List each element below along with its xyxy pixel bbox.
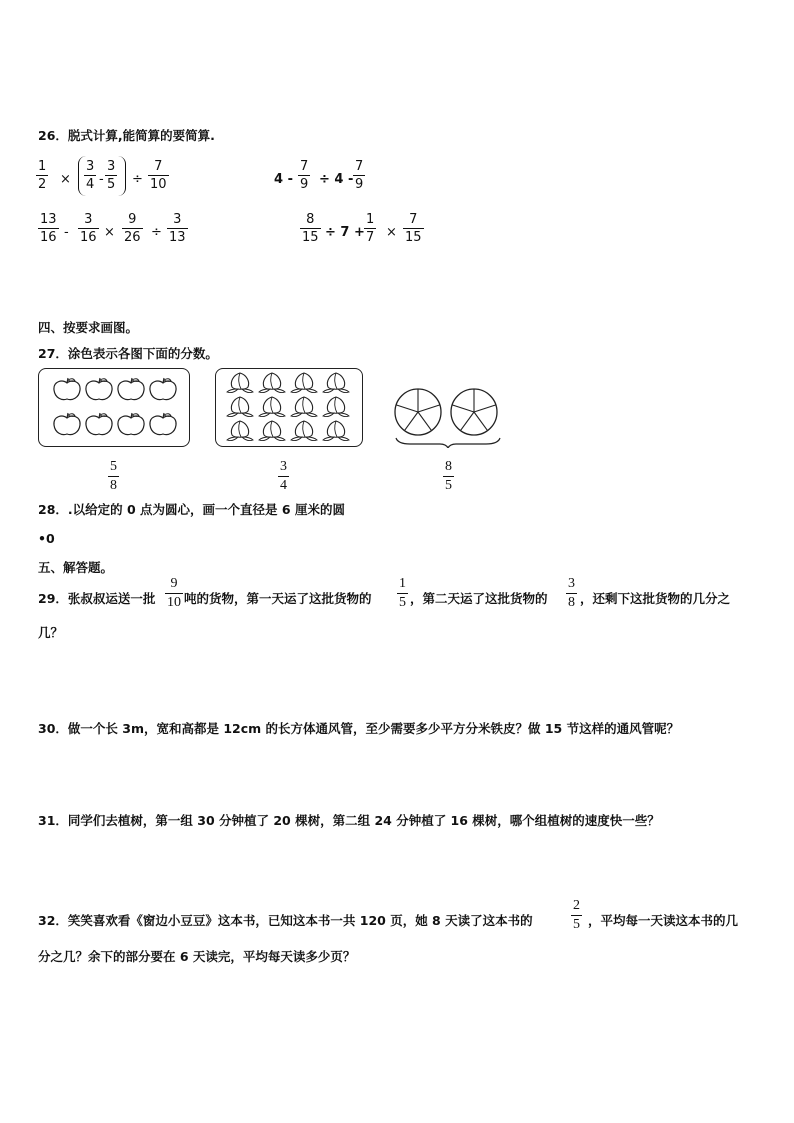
peach-icon: [291, 397, 317, 417]
peach-icon: [259, 373, 285, 393]
peach-icon: [323, 421, 349, 441]
apple-icon: [150, 378, 176, 400]
peach-grid: [216, 369, 362, 446]
fraction: $\frac{7}{10}$: [150, 159, 167, 192]
fig2-fraction: $\frac{3}{4}$: [280, 459, 287, 493]
q30: 30．做一个长 3m，宽和高都是 12cm 的长方体通风管，至少需要多少平方分米铁皮？做 15 节这样的通风管呢？: [38, 721, 680, 736]
fraction: $\frac{1}{5}$: [399, 576, 406, 610]
fraction: $\frac{3}{5}$: [107, 159, 116, 192]
apple-icon: [86, 413, 112, 435]
q28-title: 28．.以给定的 0 点为圆心，画一个直径是 6 厘米的圆: [38, 502, 345, 517]
fig3-fraction: $\frac{8}{5}$: [445, 459, 452, 493]
section-4-title: 四、按要求画图。: [38, 320, 139, 335]
q31: 31．同学们去植树，第一组 30 分钟植了 20 棵树，第二组 24 分钟植了 16 棵树，哪个组植树的速度快一些？: [38, 813, 660, 828]
fraction: $\frac{3}{13}$: [169, 212, 186, 245]
apple-icon: [54, 378, 80, 400]
section-5-title: 五、解答题。: [38, 560, 114, 575]
fraction: $\frac{3}{16}$: [80, 212, 97, 245]
peach-icon: [291, 421, 317, 441]
peach-icon: [259, 397, 285, 417]
fraction: $\frac{9}{10}$: [167, 576, 181, 610]
peach-icon: [227, 421, 253, 441]
apple-box: [38, 368, 190, 447]
fraction: $\frac{1}{7}$: [366, 212, 375, 245]
fraction: $\frac{3}{4}$: [86, 159, 95, 192]
apple-icon: [150, 413, 176, 435]
apple-icon: [54, 413, 80, 435]
peach-icon: [323, 397, 349, 417]
fraction: $\frac{7}{9}$: [300, 159, 309, 192]
fraction: $\frac{7}{9}$: [355, 159, 364, 192]
peach-icon: [259, 421, 285, 441]
q26-title: 26．脱式计算,能简算的要简算.: [38, 128, 215, 143]
fig1-fraction: $\frac{5}{8}$: [110, 459, 117, 493]
fraction: $\frac{3}{8}$: [568, 576, 575, 610]
fraction: $\frac{2}{5}$: [573, 898, 580, 932]
apple-icon: [86, 378, 112, 400]
peach-icon: [291, 373, 317, 393]
peach-icon: [227, 397, 253, 417]
circle-5-parts-icon: [451, 389, 497, 435]
fraction: $\frac{13}{16}$: [40, 212, 57, 245]
q27-title: 27．涂色表示各图下面的分数。: [38, 346, 218, 361]
apple-icon: [118, 413, 144, 435]
circles-figure: [392, 386, 502, 448]
fraction: $\frac{9}{26}$: [124, 212, 141, 245]
center-point: •0: [38, 531, 55, 546]
brace: [396, 438, 500, 448]
apple-grid: [39, 369, 189, 446]
fraction: $\frac{8}{15}$: [302, 212, 319, 245]
peach-icon: [227, 373, 253, 393]
peach-box: [215, 368, 363, 447]
circle-5-parts-icon: [395, 389, 441, 435]
fraction: $\frac{1}{2}$: [38, 159, 47, 192]
peach-icon: [323, 373, 349, 393]
apple-icon: [118, 378, 144, 400]
fraction: $\frac{7}{15}$: [405, 212, 422, 245]
